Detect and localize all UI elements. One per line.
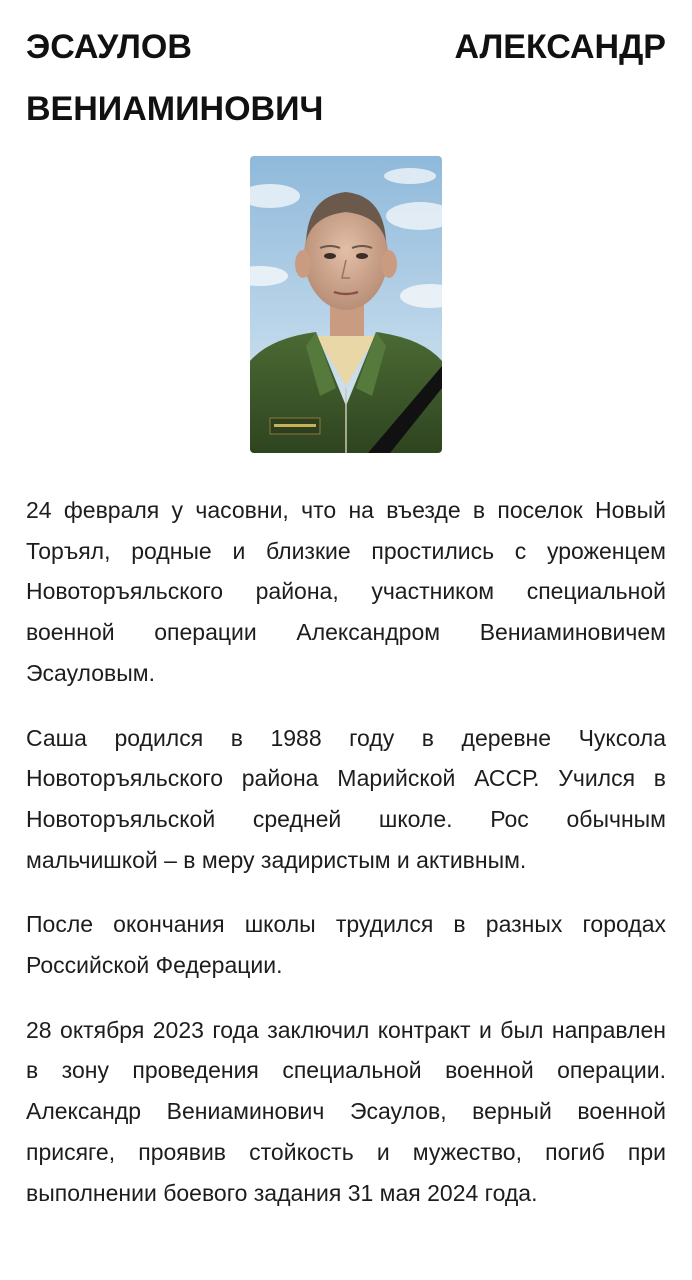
portrait-photo [250,156,442,453]
article-body [26,490,666,1237]
paragraph-1: 24 февраля у часовни, что на въезде в поселок Новый Торъял, родные и близкие простились с уроженцем Новоторъяльского района, участником специальной военной операции Александром Вениаминовичем Эсауловым. [26,497,666,686]
article [26,0,666,1206]
title-name: АЛЕКСАНДР [454,28,666,66]
title-line-1 [26,16,666,78]
title-patronymic: ВЕНИАМИНОВИЧ [26,90,324,128]
paragraph-4: 28 октября 2023 года заключил контракт и был направлен в зону проведения специальной военной операции. Александр Вениаминович Эсаулов, верный военной присяге, проявив стойкость и мужество, погиб при выполнении боевого задания 31 мая 2024 года. [26,1016,666,1206]
portrait-image [250,156,442,453]
page-title [26,0,666,140]
title-surname: ЭСАУЛОВ [26,28,192,66]
paragraph-3: После окончания школы трудился в разных городах Российской Федерации. [26,911,666,979]
paragraph-2: Саша родился в 1988 году в деревне Чуксола Новоторъяльского района Марийской АССР. Учился в Новоторъяльской средней школе. Рос обычным мальчишкой – в меру задиристым и активным. [26,724,666,873]
